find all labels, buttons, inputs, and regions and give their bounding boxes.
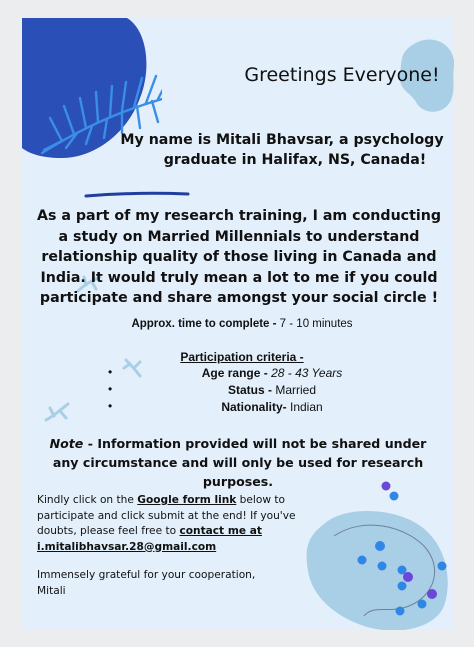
bullet-icon: • [108, 399, 113, 413]
criteria-value: Indian [286, 400, 323, 414]
signoff [37, 568, 297, 599]
dot [418, 600, 427, 609]
criteria-item [102, 383, 422, 399]
closing-text-2: below to participate and click submit at the end! If you've doubts, please feel free to [37, 494, 296, 537]
contact-link[interactable]: contact me at [179, 525, 262, 537]
privacy-note [42, 434, 434, 491]
greeting-heading: Greetings Everyone! [244, 64, 440, 86]
criteria-item [102, 366, 422, 382]
criteria-title: Participation criteria - [180, 350, 304, 364]
dot [390, 492, 399, 501]
intro-text [117, 130, 447, 170]
note-label: Note [49, 436, 84, 451]
dot [396, 607, 405, 616]
bottom-blob [307, 511, 448, 630]
dot [427, 589, 437, 599]
study-description: As a part of my research training, I am conducting a study on Married Millennials to understand relationship quality of those living in Canada and India. It would truly mean a lot to me if you could participate and share amongst your social circle ! [37, 208, 441, 306]
time-estimate [42, 318, 442, 330]
flyer-page [22, 18, 454, 630]
bullet-icon: • [108, 382, 113, 396]
dot [378, 562, 387, 571]
closing-text-1: Kindly click on the [37, 494, 138, 506]
time-estimate-label: Approx. time to complete - [131, 318, 277, 330]
signoff-name: Mitali [37, 584, 66, 597]
divider-stroke [82, 190, 192, 200]
criteria-item [102, 400, 422, 416]
criteria-value: 28 - 43 Years [267, 366, 343, 380]
dot [398, 582, 407, 591]
bullet-icon: • [108, 365, 113, 379]
dot [438, 562, 447, 571]
criteria-label: Status - [227, 383, 272, 397]
faint-leaf-icon-3 [42, 400, 72, 426]
criteria-value: Married [272, 383, 317, 397]
dot [403, 572, 413, 582]
signoff-line-1: Immensely grateful for your cooperation, [37, 569, 256, 581]
note-text: - Information provided will not be shared under any circumstance and will only be used for research purposes. [52, 436, 427, 489]
email-link[interactable]: i.mitalibhavsar.28@gmail.com [37, 540, 217, 553]
criteria-label: Age range - [201, 366, 268, 380]
time-estimate-value: 7 - 10 minutes [276, 318, 353, 330]
dot [375, 541, 385, 551]
google-form-link[interactable]: Google form link [137, 494, 237, 506]
closing-instructions [37, 493, 317, 555]
intro-line-1: My name is Mitali Bhavsar, a psychology [120, 132, 444, 148]
criteria-label: Nationality- [221, 400, 287, 414]
decor-bottom-right [294, 476, 454, 630]
dot [358, 556, 367, 565]
intro-line-2: graduate in Halifax, NS, Canada! [163, 152, 427, 168]
